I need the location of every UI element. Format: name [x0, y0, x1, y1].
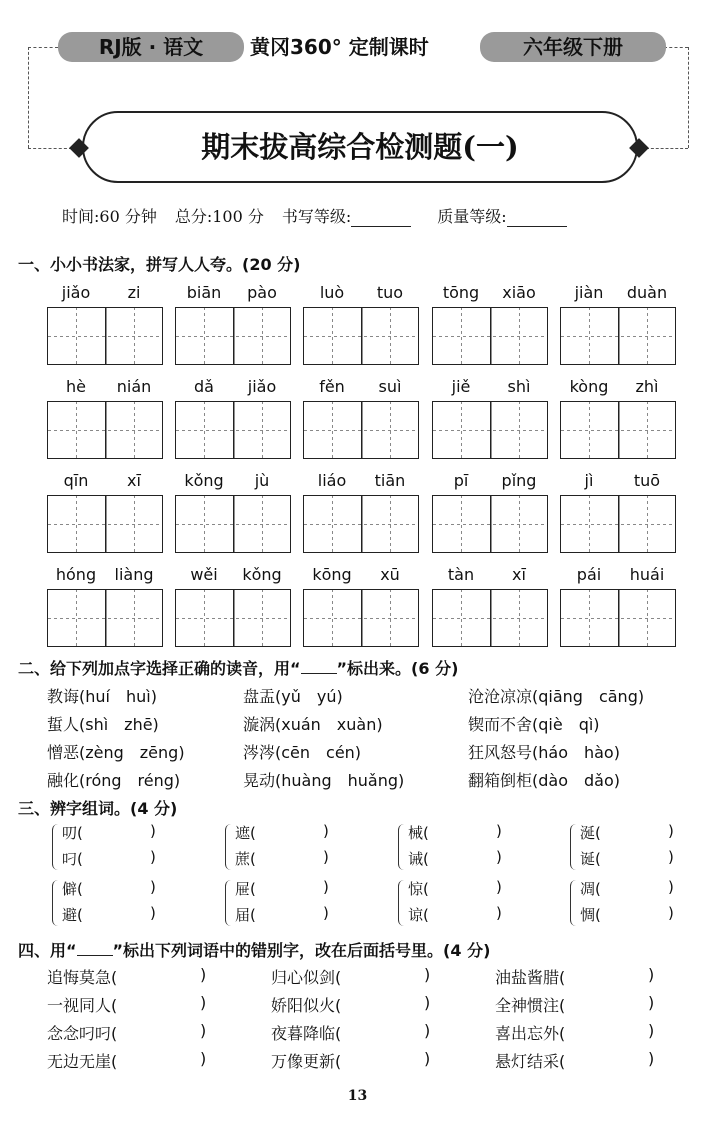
writing-grid-box[interactable]: [47, 495, 163, 553]
time-label: 时间:60 分钟: [62, 207, 157, 226]
pinyin-label: pào: [247, 283, 277, 302]
char-pair: [52, 878, 160, 930]
reading-choice-item[interactable]: 沧沧凉凉(qiāng cāng): [468, 687, 645, 706]
frame-dash-bottom-left: [28, 148, 72, 149]
pinyin-label: xī: [127, 471, 141, 490]
pinyin-label: tōng: [442, 283, 480, 302]
writing-grid-box[interactable]: [560, 495, 676, 553]
typo-word-item[interactable]: 油盐酱腊(: [495, 968, 566, 987]
section4-heading-b: ”标出下列词语中的错别字，改在后面括号里。(4 分): [112, 941, 491, 960]
pinyin-group: [560, 565, 676, 647]
section2-heading-b: ”标出来。(6 分): [336, 659, 459, 678]
close-paren: ): [424, 1049, 431, 1068]
writing-grid-box[interactable]: [175, 495, 291, 553]
writing-grid-box[interactable]: [303, 307, 419, 365]
close-paren: ): [648, 1021, 655, 1040]
pinyin-group: [560, 471, 676, 553]
close-paren: ): [496, 878, 502, 896]
pinyin-label: tiān: [374, 471, 406, 490]
writing-grid-box[interactable]: [303, 589, 419, 647]
close-paren: ): [200, 993, 207, 1012]
writing-grid-box[interactable]: [175, 589, 291, 647]
quality-label: 质量等级:: [437, 207, 507, 226]
reading-choice-item[interactable]: 狂风怒号(háo hào): [468, 743, 620, 762]
char-pair: [570, 878, 678, 930]
pinyin-group: [175, 283, 291, 365]
char-word-slot[interactable]: 惊(: [408, 880, 429, 898]
pinyin-label: suì: [378, 377, 402, 396]
pinyin-label: luò: [319, 283, 345, 302]
brace-icon: [570, 824, 577, 870]
frame-dash-top-right: [664, 47, 688, 48]
pinyin-label: pái: [576, 565, 602, 584]
pinyin-group: [47, 565, 163, 647]
close-paren: ): [424, 1021, 431, 1040]
close-paren: ): [200, 1049, 207, 1068]
typo-word-item[interactable]: 悬灯结采(: [495, 1052, 566, 1071]
close-paren: ): [668, 822, 674, 840]
pinyin-label: jì: [584, 471, 594, 490]
writing-grid-box[interactable]: [175, 307, 291, 365]
close-paren: ): [150, 848, 156, 866]
brace-icon: [52, 880, 59, 926]
pinyin-group: [175, 471, 291, 553]
typo-word-item[interactable]: 夜暮降临(: [271, 1024, 342, 1043]
char-pair: [570, 822, 678, 874]
writing-grid-box[interactable]: [560, 589, 676, 647]
close-paren: ): [200, 965, 207, 984]
frame-dash-bottom-right: [646, 148, 688, 149]
char-word-slot[interactable]: 叼(: [62, 850, 83, 868]
pinyin-group: [47, 283, 163, 365]
pinyin-label: jiě: [451, 377, 471, 396]
reading-choice-item[interactable]: 教诲(huí huì): [47, 687, 157, 706]
char-word-slot[interactable]: 惆(: [580, 906, 601, 924]
reading-choice-item[interactable]: 漩涡(xuán xuàn): [243, 715, 383, 734]
reading-choice-item[interactable]: 锲而不舍(qiè qì): [468, 715, 600, 734]
pinyin-label: jiǎo: [247, 377, 277, 396]
writing-grid-box[interactable]: [560, 401, 676, 459]
typo-word-item[interactable]: 一视同人(: [47, 996, 118, 1015]
writing-grid-box[interactable]: [432, 589, 548, 647]
reading-choice-item[interactable]: 蜇人(shì zhē): [47, 715, 159, 734]
brace-icon: [225, 824, 232, 870]
section4-heading-a: 四、用“: [18, 941, 77, 960]
pinyin-group: [47, 471, 163, 553]
exam-title: 期末拔高综合检测题(一): [82, 111, 638, 183]
pinyin-label: kǒng: [184, 471, 224, 490]
char-word-slot[interactable]: 诞(: [580, 850, 601, 868]
char-pair: [225, 878, 333, 930]
writing-grid-box[interactable]: [47, 307, 163, 365]
section3-heading: 三、辨字组词。(4 分): [18, 799, 178, 818]
pinyin-group: [432, 565, 548, 647]
close-paren: ): [496, 822, 502, 840]
pinyin-label: wěi: [190, 565, 218, 584]
char-pair: [52, 822, 160, 874]
pinyin-label: xiāo: [502, 283, 536, 302]
close-paren: ): [424, 993, 431, 1012]
pinyin-group: [175, 565, 291, 647]
brace-icon: [570, 880, 577, 926]
close-paren: ): [496, 904, 502, 922]
pinyin-label: dǎ: [194, 377, 214, 396]
writing-grid-box[interactable]: [303, 401, 419, 459]
close-paren: ): [668, 878, 674, 896]
pinyin-label: biān: [186, 283, 222, 302]
pinyin-label: kòng: [569, 377, 609, 396]
pinyin-label: jiǎo: [61, 283, 91, 302]
section2-heading: [18, 656, 458, 679]
pinyin-group: [432, 377, 548, 459]
pinyin-group: [175, 377, 291, 459]
series-title: 黄冈360° 定制课时: [250, 35, 429, 59]
pinyin-label: liáo: [317, 471, 347, 490]
close-paren: ): [648, 993, 655, 1012]
pinyin-label: duàn: [626, 283, 668, 302]
close-paren: ): [648, 965, 655, 984]
pinyin-label: pǐng: [501, 471, 537, 490]
pinyin-label: tàn: [447, 565, 475, 584]
pinyin-group: [47, 377, 163, 459]
typo-word-item[interactable]: 归心似剑(: [271, 968, 342, 987]
pinyin-group: [303, 565, 419, 647]
char-word-slot[interactable]: 届(: [235, 906, 256, 924]
typo-word-item[interactable]: 娇阳似火(: [271, 996, 342, 1015]
char-pair: [398, 878, 506, 930]
reading-choice-item[interactable]: 晃动(huàng huǎng): [243, 771, 405, 790]
close-paren: ): [668, 904, 674, 922]
pinyin-group: [560, 283, 676, 365]
brace-icon: [225, 880, 232, 926]
char-word-slot[interactable]: 叨(: [62, 824, 83, 842]
pinyin-group: [432, 283, 548, 365]
char-word-slot[interactable]: 避(: [62, 906, 83, 924]
typo-word-item[interactable]: 喜出忘外(: [495, 1024, 566, 1043]
writing-blank[interactable]: [351, 212, 411, 227]
edition-pill: RJ版 · 语文: [58, 32, 244, 62]
writing-grid-box[interactable]: [303, 495, 419, 553]
char-word-slot[interactable]: 蔗(: [235, 850, 256, 868]
pinyin-label: liàng: [114, 565, 154, 584]
char-word-slot[interactable]: 遮(: [235, 824, 256, 842]
pinyin-label: shì: [507, 377, 531, 396]
pinyin-label: zhì: [635, 377, 659, 396]
close-paren: ): [668, 848, 674, 866]
close-paren: ): [323, 878, 329, 896]
pinyin-label: pī: [453, 471, 469, 490]
writing-grid-box[interactable]: [47, 589, 163, 647]
writing-grid-box[interactable]: [432, 307, 548, 365]
pinyin-group: [303, 283, 419, 365]
pinyin-label: kōng: [312, 565, 352, 584]
pinyin-label: xī: [512, 565, 526, 584]
typo-word-item[interactable]: 无边无崖(: [47, 1052, 118, 1071]
writing-label: 书写等级:: [281, 207, 352, 226]
section2-heading-a: 二、给下列加点字选择正确的读音，用“: [18, 659, 301, 678]
typo-word-item[interactable]: 全神惯注(: [495, 996, 566, 1015]
pinyin-label: jiàn: [574, 283, 604, 302]
close-paren: ): [150, 904, 156, 922]
quality-blank[interactable]: [507, 212, 567, 227]
section1-heading: 一、小小书法家，拼写人人夸。(20 分): [18, 255, 301, 274]
close-paren: ): [323, 904, 329, 922]
close-paren: ): [424, 965, 431, 984]
reading-choice-item[interactable]: 盘盂(yǔ yú): [243, 687, 343, 706]
pinyin-group: [303, 471, 419, 553]
writing-grid-box[interactable]: [175, 401, 291, 459]
close-paren: ): [648, 1049, 655, 1068]
reading-choice-item[interactable]: 融化(róng réng): [47, 771, 181, 790]
pinyin-label: tuo: [376, 283, 404, 302]
pinyin-label: huái: [629, 565, 665, 584]
pinyin-label: hóng: [55, 565, 97, 584]
pinyin-label: kǒng: [242, 565, 282, 584]
pinyin-label: jù: [254, 471, 270, 490]
typo-word-item[interactable]: 念念叼叼(: [47, 1024, 118, 1043]
reading-choice-item[interactable]: 翻箱倒柜(dào dǎo): [468, 771, 620, 790]
char-word-slot[interactable]: 屉(: [235, 880, 256, 898]
pinyin-label: qīn: [63, 471, 89, 490]
pinyin-label: hè: [66, 377, 86, 396]
pinyin-group: [432, 471, 548, 553]
brace-icon: [52, 824, 59, 870]
frame-dash-left: [28, 47, 29, 148]
writing-grid-box[interactable]: [560, 307, 676, 365]
pinyin-group: [560, 377, 676, 459]
char-word-slot[interactable]: 涎(: [580, 824, 601, 842]
char-word-slot[interactable]: 诫(: [408, 850, 429, 868]
close-paren: ): [200, 1021, 207, 1040]
char-word-slot[interactable]: 僻(: [62, 880, 83, 898]
char-pair: [398, 822, 506, 874]
reading-choice-item[interactable]: 憎恶(zèng zēng): [47, 743, 185, 762]
page-number: 13: [347, 1088, 368, 1104]
writing-grid-box[interactable]: [432, 495, 548, 553]
close-paren: ): [150, 822, 156, 840]
char-pair: [225, 822, 333, 874]
writing-grid-box[interactable]: [47, 401, 163, 459]
pinyin-label: xū: [380, 565, 400, 584]
reading-choice-item[interactable]: 涔涔(cēn cén): [243, 743, 362, 762]
exam-info: [62, 204, 567, 227]
pinyin-label: fěn: [319, 377, 345, 396]
pinyin-label: nián: [116, 377, 152, 396]
pinyin-label: tuō: [633, 471, 661, 490]
grade-pill: 六年级下册: [480, 32, 666, 62]
brace-icon: [398, 880, 405, 926]
close-paren: ): [323, 822, 329, 840]
close-paren: ): [323, 848, 329, 866]
typo-word-item[interactable]: 万像更新(: [271, 1052, 342, 1071]
frame-dash-top-left: [28, 47, 58, 48]
typo-word-item[interactable]: 追悔莫急(: [47, 968, 118, 987]
writing-grid-box[interactable]: [432, 401, 548, 459]
close-paren: ): [496, 848, 502, 866]
brace-icon: [398, 824, 405, 870]
close-paren: ): [150, 878, 156, 896]
pinyin-group: [303, 377, 419, 459]
char-word-slot[interactable]: 谅(: [408, 906, 429, 924]
char-word-slot[interactable]: 械(: [408, 824, 429, 842]
pinyin-label: zi: [127, 283, 141, 302]
char-word-slot[interactable]: 凋(: [580, 880, 601, 898]
total-label: 总分:100 分: [174, 207, 264, 226]
section4-heading: [18, 938, 490, 961]
frame-dash-right: [688, 47, 689, 148]
